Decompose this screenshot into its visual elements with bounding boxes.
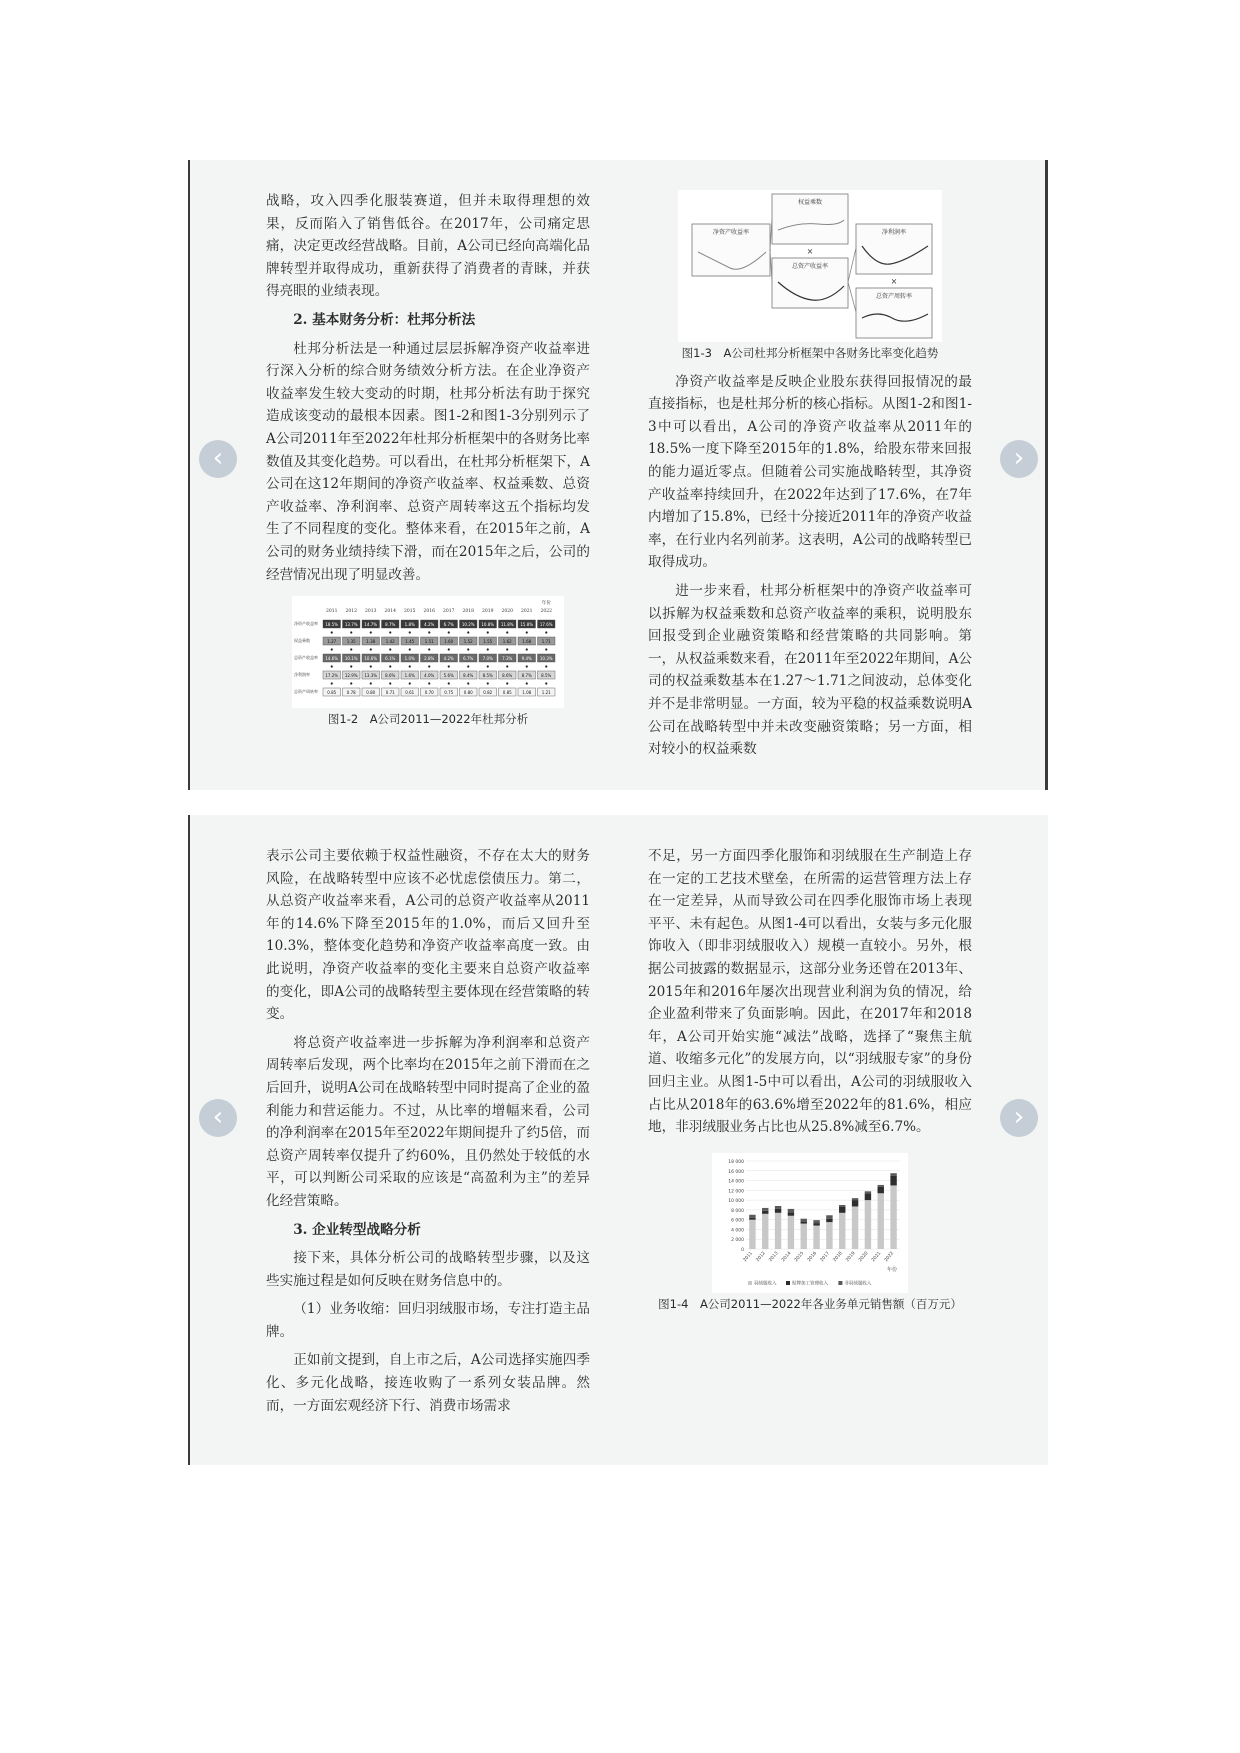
cell-value: 1.21 (541, 690, 551, 696)
cell-value: 1.45 (405, 639, 415, 645)
connector-dot (467, 665, 469, 667)
connector-dot (428, 631, 430, 633)
cell-value: 7.3% (502, 656, 513, 662)
connector-dot (350, 648, 352, 650)
prev-page-icon[interactable]: ‹ (199, 1099, 237, 1137)
connector-dot (487, 631, 489, 633)
connector-dot (350, 665, 352, 667)
cell-value: 0.85 (327, 690, 337, 696)
cell-value: 4.2% (424, 622, 435, 628)
em-label: 权益乘数 (797, 199, 823, 206)
cell-value: 17.2% (325, 673, 339, 679)
connector-dot (350, 631, 352, 633)
connector-dot (370, 631, 372, 633)
year-label: 2018 (462, 609, 474, 615)
tat-label: 总资产周转率 (875, 293, 913, 300)
x-tick-label: 2011 (742, 1250, 754, 1263)
bar-segment (890, 1185, 896, 1249)
npm-label: 净利润率 (881, 229, 907, 236)
npm-box (856, 224, 932, 274)
cell-value: 1.6% (404, 673, 415, 679)
x-tick-label: 2021 (871, 1250, 883, 1263)
x-axis-label: 年份 (886, 1266, 898, 1273)
bar-segment (852, 1206, 858, 1249)
roe-label: 净资产收益率 (712, 229, 750, 236)
cell-value: 1.51 (424, 639, 434, 645)
em-box (772, 194, 848, 244)
connector-dot (350, 682, 352, 684)
cell-value: 1.68 (522, 639, 532, 645)
connector-dot (448, 665, 450, 667)
roa-box (772, 258, 848, 308)
connector-dot (506, 665, 508, 667)
y-tick-label: 16 000 (728, 1169, 744, 1175)
roa-label: 总资产收益率 (791, 263, 829, 270)
connector-dot (526, 682, 528, 684)
left-page-column (266, 190, 590, 737)
dupont-trend-figure (678, 190, 942, 342)
bar-segment (813, 1220, 819, 1223)
connector-dot (526, 665, 528, 667)
legend-swatch (786, 1281, 790, 1285)
bar-segment (865, 1191, 871, 1193)
connector-dot (487, 665, 489, 667)
right-page-column (648, 190, 972, 767)
row-label: 净利润率 (294, 672, 310, 678)
connector-dot (409, 665, 411, 667)
y-tick-label: 18 000 (728, 1159, 744, 1165)
left-page-column (266, 845, 590, 1423)
cell-value: 10.8% (481, 622, 495, 628)
bar-segment (775, 1213, 781, 1249)
bar-segment (826, 1215, 832, 1218)
bar-segment (865, 1193, 871, 1200)
multiply-sign: × (806, 247, 814, 256)
bar-segment (775, 1209, 781, 1213)
connector-dot (545, 631, 547, 633)
connector-dot (487, 648, 489, 650)
cell-value: 12.9% (344, 673, 358, 679)
y-tick-label: 12 000 (728, 1189, 744, 1195)
bar-segment (839, 1205, 845, 1207)
cell-value: 17.6% (539, 622, 553, 628)
bar-segment (878, 1187, 884, 1193)
cell-value: 8.5% (482, 673, 493, 679)
x-tick-label: 2015 (794, 1250, 806, 1263)
bar-segment (749, 1217, 755, 1219)
cell-value: 14.6% (325, 656, 339, 662)
cell-value: 0.71 (385, 690, 395, 696)
bar-segment (852, 1200, 858, 1206)
cell-value: 1.8% (404, 622, 415, 628)
cell-value: 10.6% (364, 656, 378, 662)
cell-value: 0.61 (405, 690, 415, 696)
connector-dot (448, 682, 450, 684)
cell-value: 1.27 (327, 639, 337, 645)
cell-value: 0.80 (366, 690, 376, 696)
year-label: 2017 (443, 609, 455, 615)
bar-segment (890, 1175, 896, 1185)
paragraph: 接下来，具体分析公司的战略转型步骤，以及这些实施过程是如何反映在财务信息中的。 (266, 1250, 590, 1289)
paragraph: 不足，另一方面四季化服饰和羽绒服在生产制造上存在一定的工艺技术壁垒，在所需的运营管理方法上存在一定差异，从而导致公司在四季化服饰市场上表现平平、未有起色。从图1-4可以看出，女装与多元化服饰收入（即非羽绒服收入）规模一直较小。另外，根据公司披露的数据显示，这部分业务还曾在2013年、2015年和2016年屡次出现营业利润为负的情况，给企业盈利带来了负面影响。因此，在2017年和2018年，A公司开始实施“减法”战略，选择了“聚焦主航道、收缩多元化”的发展方向，以“羽绒服专家”的身份回归主业。从图1-5中可以看出，A公司的羽绒服收入占比从2018年的63.6%增至2022年的81.6%，相应地，非羽绒服业务占比也从25.8%减至6.7%。 (648, 848, 972, 1136)
row-label: 总资产周转率 (294, 689, 318, 695)
bar-segment (788, 1212, 794, 1215)
section-heading: 2. 基本财务分析：杜邦分析法 (293, 311, 476, 328)
y-tick-label: 8 000 (731, 1208, 744, 1214)
next-page-icon[interactable]: › (1000, 1099, 1038, 1137)
cell-value: 8.4% (463, 673, 474, 679)
cell-value: 0.70 (424, 690, 434, 696)
connector-dot (409, 631, 411, 633)
bar-segment (878, 1185, 884, 1187)
paragraph: （1）业务收缩：回归羽绒服市场，专注打造主品牌。 (266, 1301, 590, 1340)
year-label: 2012 (345, 609, 357, 615)
bar-segment (890, 1173, 896, 1175)
cell-value: 10.1% (344, 656, 358, 662)
bar-segment (878, 1193, 884, 1249)
bar-segment (788, 1209, 794, 1212)
bar-segment (762, 1214, 768, 1249)
paragraph: 正如前文提到，自上市之后，A公司选择实施四季化、多元化战略，接连收购了一系列女装品牌。然而，一方面宏观经济下行、消费市场需求 (266, 1352, 590, 1414)
legend-swatch (748, 1281, 752, 1285)
cell-value: 10.3% (539, 656, 553, 662)
row-label: 净资产收益率 (294, 621, 318, 627)
cell-value: 13.3% (364, 673, 378, 679)
cell-value: 0.80 (463, 690, 473, 696)
cell-value: 7.0% (482, 656, 493, 662)
year-label: 2019 (482, 609, 494, 615)
connector-dot (409, 648, 411, 650)
cell-value: 2.8% (424, 656, 435, 662)
connector-dot (545, 682, 547, 684)
bar-segment (852, 1198, 858, 1200)
connector-dot (448, 648, 450, 650)
multiply-sign: × (890, 277, 898, 286)
section-heading: 3. 企业转型战略分析 (293, 1221, 421, 1238)
book-spread-1 (188, 160, 1048, 790)
x-tick-label: 2019 (845, 1250, 857, 1263)
bar-segment (839, 1207, 845, 1213)
bar-segment (813, 1223, 819, 1225)
x-tick-label: 2017 (819, 1250, 831, 1263)
connector-dot (389, 631, 391, 633)
connector-dot (389, 648, 391, 650)
connector-dot (370, 682, 372, 684)
cell-value: 8.7% (521, 673, 532, 679)
figure-caption: 图1-2 A公司2011—2022年杜邦分析 (327, 712, 529, 727)
connector-dot (545, 648, 547, 650)
cell-value: 8.5% (541, 673, 552, 679)
connector-dot (331, 682, 333, 684)
cell-value: 14.7% (364, 622, 378, 628)
cell-value: 1.35 (346, 639, 356, 645)
bar-segment (762, 1211, 768, 1214)
bar-segment (788, 1215, 794, 1248)
connector-dot (506, 631, 508, 633)
cell-value: 1.0% (404, 656, 415, 662)
bar-segment (801, 1218, 807, 1221)
y-tick-label: 14 000 (728, 1179, 744, 1185)
cell-value: 4.0% (424, 673, 435, 679)
cell-value: 1.60 (444, 639, 454, 645)
connector-dot (428, 665, 430, 667)
paragraph: 表示公司主要依赖于权益性融资，不存在太大的财务风险，在战略转型中应该不必忧虑偿债压力。第二，从总资产收益率来看，A公司的总资产收益率从2011年的14.6%下降至2015年的1.0%，而后又回升至10.3%，整体变化趋势和净资产收益率高度一致。由此说明，净资产收益率的变化主要来自总资产收益率的变化，即A公司的战略转型主要体现在经营策略的转变。 (266, 848, 590, 1023)
cell-value: 0.82 (483, 690, 493, 696)
cell-value: 1.62 (502, 639, 512, 645)
cell-value: 18.5% (325, 622, 339, 628)
cell-value: 5.6% (443, 673, 454, 679)
bar-segment (775, 1206, 781, 1209)
bar-segment (826, 1222, 832, 1249)
dupont-table-figure (292, 596, 564, 708)
cell-value: 11.8% (500, 622, 514, 628)
connector-dot (389, 665, 391, 667)
x-tick-label: 2012 (755, 1250, 767, 1263)
x-tick-label: 2013 (768, 1250, 780, 1263)
bar-segment (826, 1218, 832, 1221)
connector-dot (389, 682, 391, 684)
bar-segment (762, 1208, 768, 1211)
cell-value: 1.55 (483, 639, 493, 645)
cell-value: 10.2% (461, 622, 475, 628)
year-label: 2013 (365, 609, 377, 615)
connector-dot (370, 648, 372, 650)
year-label: 2020 (501, 609, 513, 615)
dupont-trend-diagram (678, 190, 942, 342)
cell-value: 8.7% (385, 622, 396, 628)
legend-label: 羽绒服收入 (754, 1281, 777, 1287)
connector-dot (467, 682, 469, 684)
book-spread-2 (188, 815, 1048, 1465)
year-label: 2016 (423, 609, 435, 615)
cell-value: 6.1% (385, 656, 396, 662)
connector-dot (506, 682, 508, 684)
y-tick-label: 2 000 (731, 1237, 744, 1243)
bar-segment (801, 1223, 807, 1248)
legend-label: 贴牌加工管理收入 (792, 1281, 828, 1287)
connector-dot (428, 682, 430, 684)
x-tick-label: 2018 (832, 1250, 844, 1263)
cell-value: 1.08 (522, 690, 532, 696)
paragraph: 战略，攻入四季化服装赛道，但并未取得理想的效果，反而陷入了销售低谷。在2017年，公司痛定思痛，决定更改经营战略。目前，A公司已经向高端化品牌转型并取得成功，重新获得了消费者的青睐，并获得亮眼的业绩表现。 (266, 193, 590, 300)
connector-dot (526, 648, 528, 650)
row-label: 总资产收益率 (294, 655, 318, 661)
y-tick-label: 6 000 (731, 1218, 744, 1224)
paragraph: 杜邦分析法是一种通过层层拆解净资产收益率进行深入分析的综合财务绩效分析方法。在企业净资产收益率发生较大变动的时期，杜邦分析法有助于探究造成该变动的最根本因素。图1-2和图1-3分别列示了A公司2011年至2022年杜邦分析框架中的各财务比率数值及其变化趋势。可以看出，在杜邦分析框架下，A公司在这12年期间的净资产收益率、权益乘数、总资产收益率、净利润率、总资产周转率这五个指标均发生了不同程度的变化。整体来看，在2015年之前，A公司的财务业绩持续下滑，而在2015年之后，公司的经营情况出现了明显改善。 (266, 340, 590, 583)
connector-dot (545, 665, 547, 667)
sales-chart-figure (712, 1153, 908, 1293)
x-tick-label: 2022 (883, 1250, 896, 1263)
year-label: 2022 (540, 609, 552, 615)
connector-dot (467, 631, 469, 633)
legend-label: 非羽绒服收入 (844, 1281, 872, 1287)
connector-dot (526, 631, 528, 633)
cell-value: 0.85 (502, 690, 512, 696)
connector-dot (370, 665, 372, 667)
x-tick-label: 2016 (806, 1250, 819, 1263)
connector-dot (506, 648, 508, 650)
bar-segment (813, 1225, 819, 1248)
x-tick-label: 2020 (858, 1250, 870, 1263)
connector-dot (331, 665, 333, 667)
legend-swatch (838, 1281, 842, 1285)
right-page-column (648, 845, 972, 1321)
connector-dot (467, 648, 469, 650)
y-tick-label: 4 000 (731, 1228, 744, 1234)
bar-segment (749, 1214, 755, 1217)
next-page-icon[interactable]: › (1000, 440, 1038, 478)
connector-dot (331, 648, 333, 650)
year-label: 2021 (521, 609, 533, 615)
cell-value: 6.7% (443, 622, 454, 628)
figure-caption: 图1-4 A公司2011—2022年各业务单元销售额（百万元） (658, 1296, 962, 1311)
bar-segment (749, 1219, 755, 1248)
cell-value: 1.71 (541, 639, 551, 645)
y-tick-label: 0 (741, 1247, 744, 1253)
cell-value: 1.38 (366, 639, 376, 645)
year-label: 2015 (404, 609, 416, 615)
y-tick-label: 10 000 (728, 1198, 744, 1204)
cell-value: 6.7% (463, 656, 474, 662)
connector-dot (448, 631, 450, 633)
year-label: 2011 (326, 609, 338, 615)
cell-value: 15.8% (520, 622, 534, 628)
cell-value: 1.52 (463, 639, 473, 645)
bar-segment (839, 1213, 845, 1249)
connector-dot (428, 648, 430, 650)
x-tick-label: 2014 (781, 1250, 793, 1263)
cell-value: 0.78 (346, 690, 356, 696)
sales-bar-chart (712, 1153, 908, 1293)
bar-segment (865, 1200, 871, 1249)
dupont-table-graphic (292, 596, 564, 708)
year-header: 年份 (541, 601, 551, 607)
cell-value: 8.6% (385, 673, 396, 679)
row-label: 权益乘数 (294, 638, 310, 644)
cell-value: 0.75 (444, 690, 454, 696)
bar-segment (801, 1221, 807, 1223)
prev-page-icon[interactable]: ‹ (199, 440, 237, 478)
paragraph: 将总资产收益率进一步拆解为净利润率和总资产周转率后发现，两个比率均在2015年之前下滑而在之后回升，说明A公司在战略转型中同时提高了企业的盈利能力和营运能力。不过，从比率的增幅来看，公司的净利润率在2015年至2022年期间提升了约5倍，而总资产周转率仅提升了约60%，且仍然处于较低的水平，可以判断公司采取的应该是“高盈利为主”的差异化经营策略。 (266, 1034, 590, 1209)
roe-box (692, 224, 770, 276)
connector-dot (409, 682, 411, 684)
cell-value: 9.4% (521, 656, 532, 662)
cell-value: 4.2% (443, 656, 454, 662)
year-label: 2014 (384, 609, 396, 615)
connector-dot (331, 631, 333, 633)
paragraph: 进一步来看，杜邦分析框架中的净资产收益率可以拆解为权益乘数和总资产收益率的乘积，说明股东回报受到企业融资策略和经营策略的共同影响。第一，从权益乘数来看，在2011年至2022年期间，A公司的权益乘数基本在1.27～1.71之间波动，总体变化并不是非常明显。一方面，较为平稳的权益乘数说明A公司在战略转型中并未改变融资策略；另一方面，相对较小的权益乘数 (648, 582, 972, 758)
figure-caption: 图1-3 A公司杜邦分析框架中各财务比率变化趋势 (681, 346, 939, 360)
cell-value: 1.42 (385, 639, 395, 645)
cell-value: 13.7% (344, 622, 358, 628)
tat-box (856, 288, 932, 338)
paragraph: 净资产收益率是反映企业股东获得回报情况的最直接指标，也是杜邦分析的核心指标。从图1-2和图1-3中可以看出，A公司的净资产收益率从2011年的18.5%一度下降至2015年的1.8%，给股东带来回报的能力逼近零点。但随着公司实施战略转型，其净资产收益率持续回升，在2022年达到了17.6%，在7年内增加了15.8%，已经十分接近2011年的净资产收益率，在行业内名列前茅。这表明，A公司的战略转型已取得成功。 (648, 373, 972, 571)
connector-dot (487, 682, 489, 684)
cell-value: 8.6% (502, 673, 513, 679)
